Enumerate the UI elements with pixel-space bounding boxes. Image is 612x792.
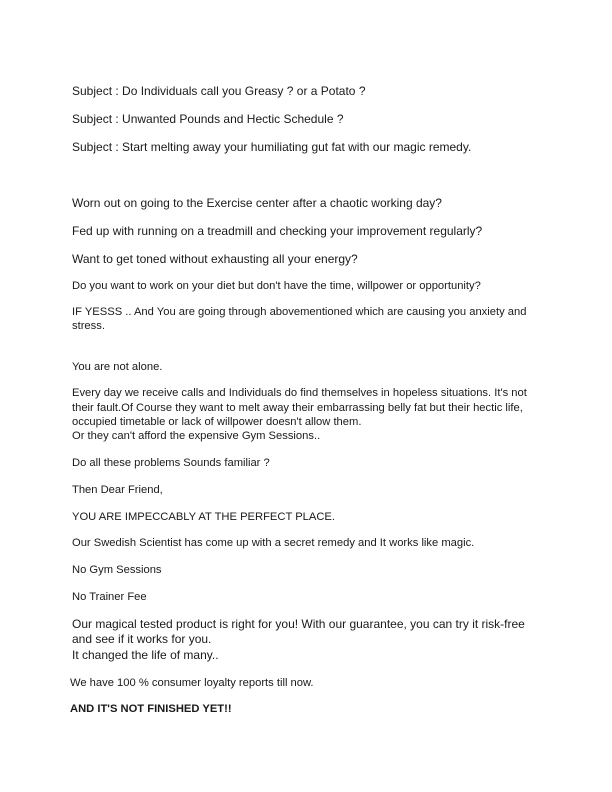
no-trainer-text: No Trainer Fee: [72, 591, 147, 603]
question-exercise-center: Worn out on going to the Exercise center after a chaotic working day?: [72, 196, 442, 210]
magical-line-2: and see if it works for you.: [72, 632, 212, 646]
subject-line-2: Subject : Unwanted Pounds and Hectic Schedule ?: [72, 112, 344, 126]
question-diet: Do you want to work on your diet but don't have the time, willpower or opportunity?: [72, 280, 481, 292]
every-day-line-4: Or they can't afford the expensive Gym Sessions..: [72, 430, 321, 442]
not-alone-text: You are not alone.: [72, 361, 163, 373]
not-finished-text: AND IT'S NOT FINISHED YET!!: [70, 703, 232, 715]
question-treadmill: Fed up with running on a treadmill and checking your improvement regularly?: [72, 224, 483, 238]
scientist-text: Our Swedish Scientist has come up with a secret remedy and It works like magic.: [72, 537, 475, 549]
question-toned: Want to get toned without exhausting all your energy?: [72, 252, 358, 266]
every-day-line-3: occupied timetable or lack of willpower doesn't allow them.: [72, 416, 362, 428]
dear-friend-text: Then Dear Friend,: [72, 484, 163, 496]
every-day-line-2: their fault.Of Course they want to melt away their embarrassing belly fat but their hectic life,: [72, 402, 523, 414]
no-gym-text: No Gym Sessions: [72, 564, 162, 576]
familiar-question: Do all these problems Sounds familiar ?: [72, 457, 270, 469]
perfect-place-text: YOU ARE IMPECCABLY AT THE PERFECT PLACE.: [72, 511, 335, 523]
every-day-line-1: Every day we receive calls and Individuals do find themselves in hopeless situations. It's not: [72, 387, 527, 399]
if-yes-line-2: stress.: [72, 320, 105, 332]
magical-line-3: It changed the life of many..: [72, 648, 219, 662]
subject-line-3: Subject : Start melting away your humiliating gut fat with our magic remedy.: [72, 140, 472, 154]
if-yes-line-1: IF YESSS .. And You are going through abovementioned which are causing you anxiety and: [72, 306, 527, 318]
loyalty-text: We have 100 % consumer loyalty reports till now.: [70, 677, 314, 689]
magical-line-1: Our magical tested product is right for you! With our guarantee, you can try it risk-free: [72, 617, 525, 631]
subject-line-1: Subject : Do Individuals call you Greasy ? or a Potato ?: [72, 84, 366, 98]
